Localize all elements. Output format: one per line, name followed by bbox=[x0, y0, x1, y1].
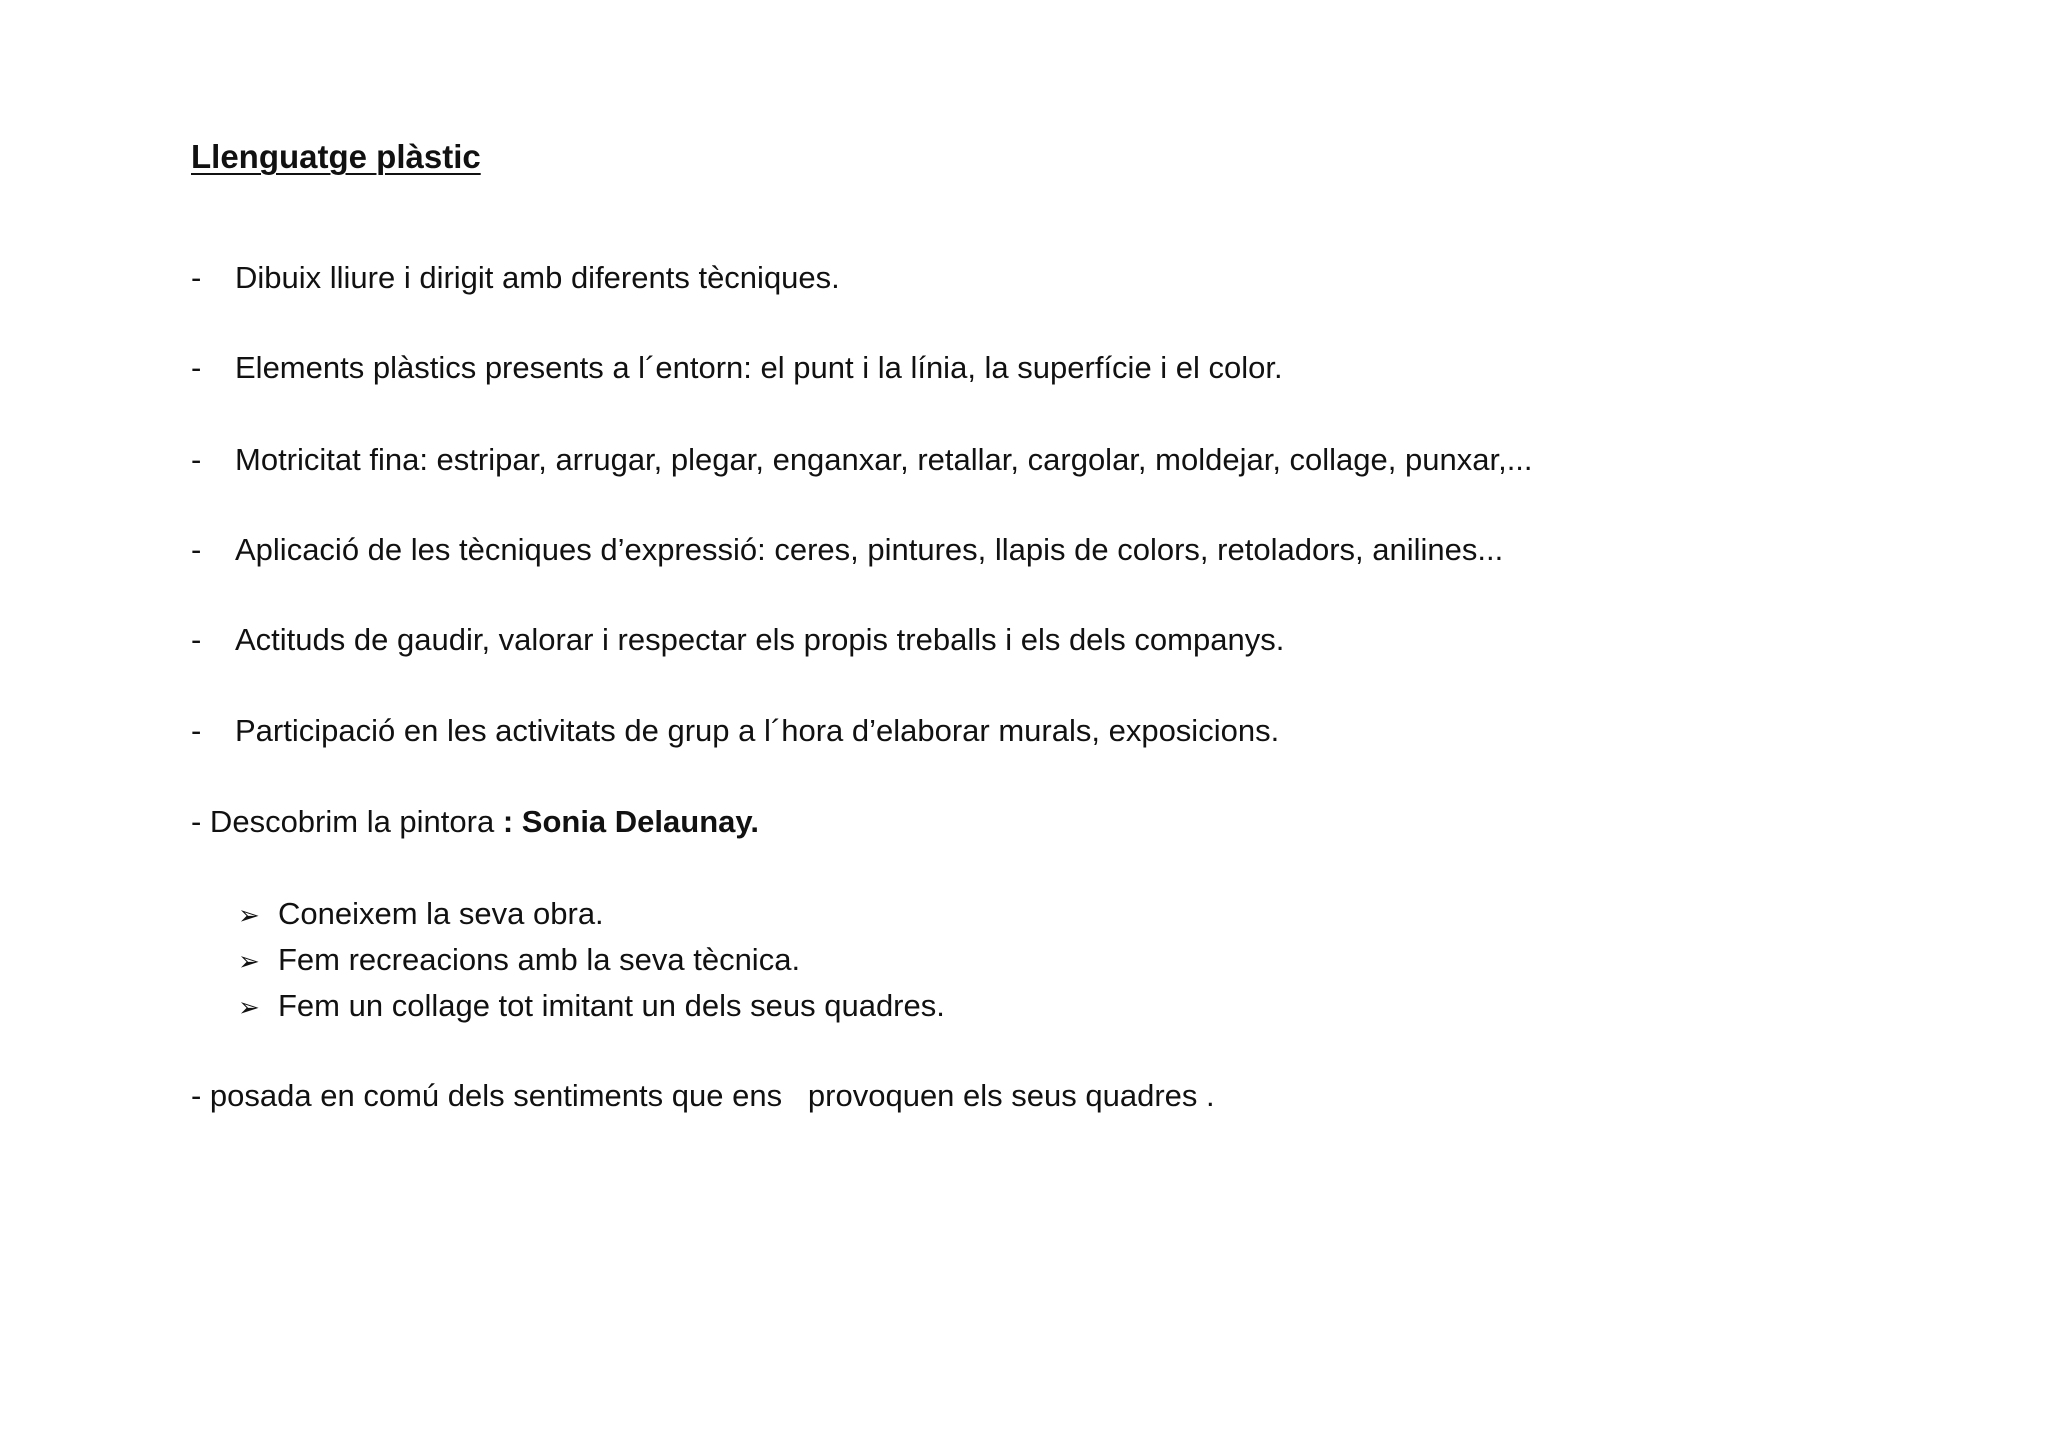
closing-line: - posada en comú dels sentiments que ens provoquen els seus quadres . bbox=[191, 1078, 1215, 1113]
list-item bbox=[191, 440, 1533, 480]
painter-line bbox=[191, 802, 759, 842]
list-item-text: Actituds de gaudir, valorar i respectar els propis treballs i els dels companys. bbox=[235, 622, 1285, 657]
list-item-text: Aplicació de les tècniques d’expressió: ceres, pintures, llapis de colors, retoladors, anilines... bbox=[235, 532, 1504, 567]
arrow-bullet-icon: ➢ bbox=[238, 992, 260, 1022]
list-item-text: Motricitat fina: estripar, arrugar, plegar, enganxar, retallar, cargolar, moldejar, collage, punxar,... bbox=[235, 442, 1533, 477]
list-item bbox=[191, 348, 1283, 388]
dash-marker: - bbox=[191, 350, 202, 385]
document-title: Llenguatge plàstic bbox=[191, 138, 481, 175]
list-item bbox=[191, 258, 840, 298]
list-item-text: Dibuix lliure i dirigit amb diferents tècniques. bbox=[235, 260, 840, 295]
list-item-text: Elements plàstics presents a l´entorn: el punt i la línia, la superfície i el color. bbox=[235, 350, 1283, 385]
list-item bbox=[191, 530, 1503, 570]
arrow-bullet-icon: ➢ bbox=[238, 900, 260, 930]
arrow-bullet-icon: ➢ bbox=[238, 946, 260, 976]
sub-list-item bbox=[238, 940, 800, 981]
dash-marker: - bbox=[191, 442, 202, 477]
dash-marker: - bbox=[191, 713, 202, 748]
sub-list-item-text: Coneixem la seva obra. bbox=[278, 896, 604, 931]
painter-name: : Sonia Delaunay. bbox=[494, 804, 759, 839]
list-item bbox=[191, 711, 1279, 751]
sub-list-item-text: Fem recreacions amb la seva tècnica. bbox=[278, 942, 801, 977]
painter-line-prefix: - Descobrim la pintora bbox=[191, 804, 495, 839]
sub-list-item-text: Fem un collage tot imitant un dels seus quadres. bbox=[278, 988, 945, 1023]
dash-marker: - bbox=[191, 622, 202, 657]
sub-list-item bbox=[238, 986, 945, 1027]
list-item-text: Participació en les activitats de grup a l´hora d’elaborar murals, exposicions. bbox=[235, 713, 1280, 748]
list-item bbox=[191, 620, 1284, 660]
dash-marker: - bbox=[191, 532, 202, 567]
sub-list-item bbox=[238, 894, 604, 935]
dash-marker: - bbox=[191, 260, 202, 295]
